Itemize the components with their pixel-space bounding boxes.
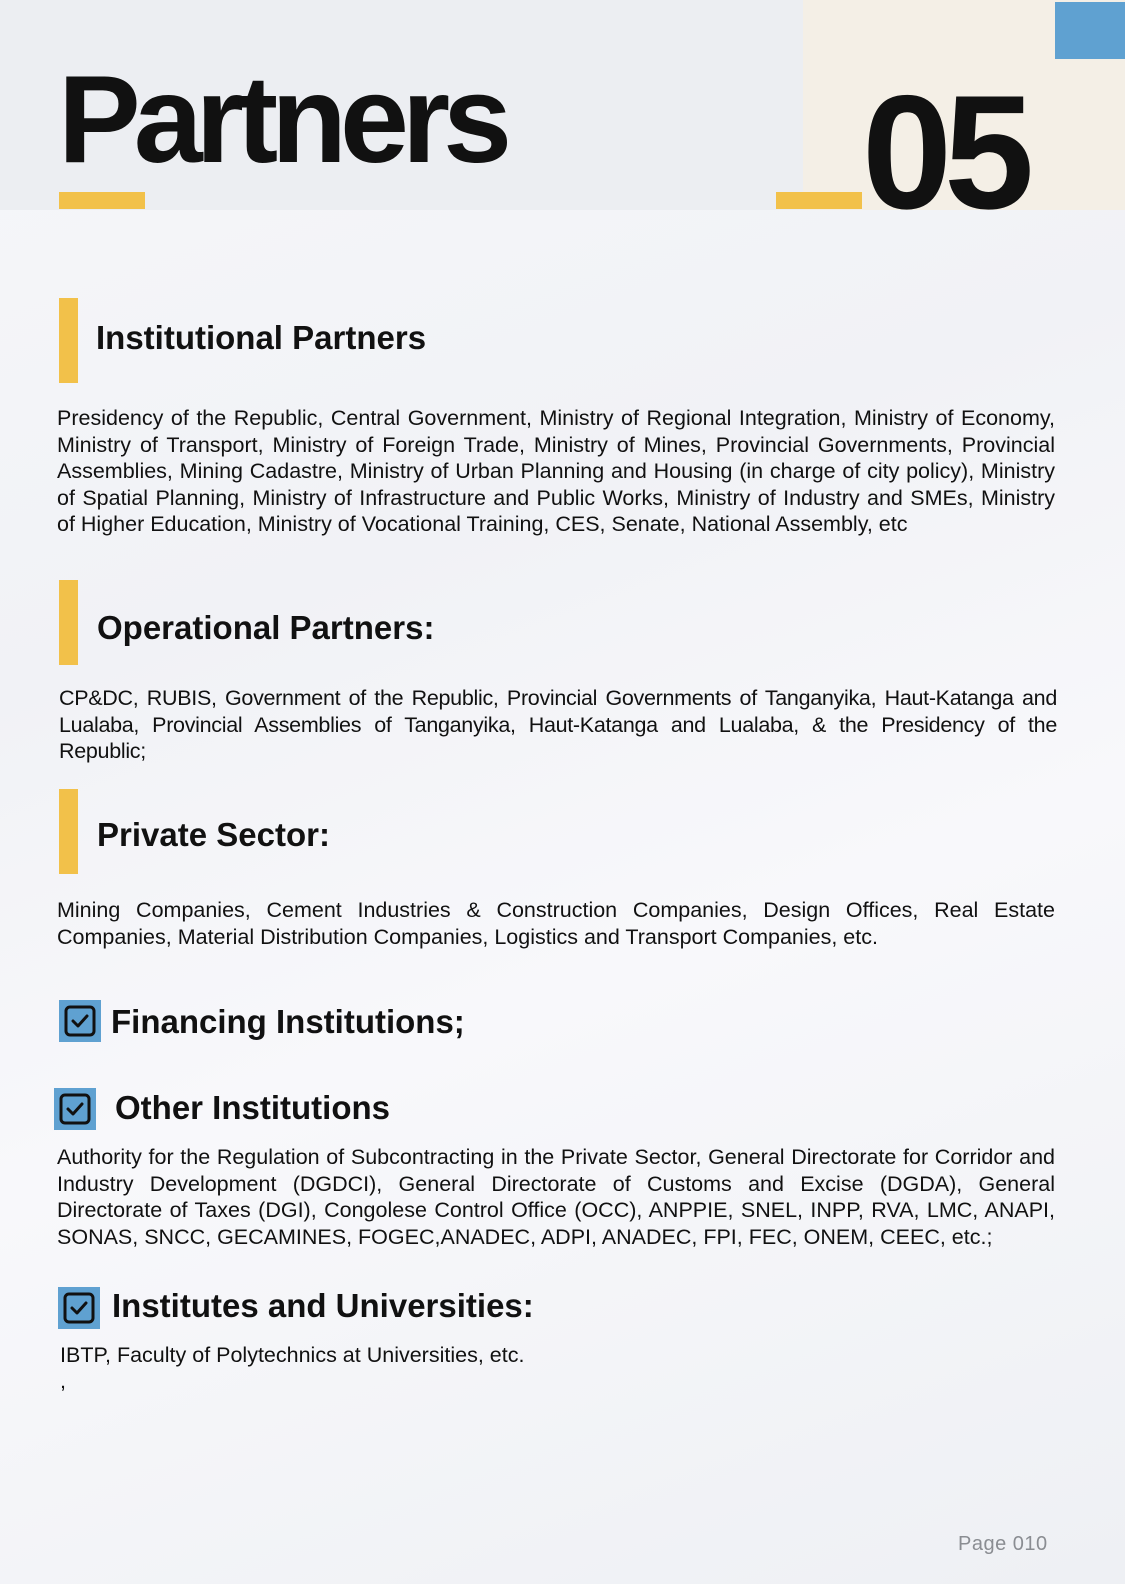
blue-corner-accent	[1055, 2, 1125, 59]
checkbox-checked-icon	[54, 1088, 96, 1130]
institutional-partners-heading: Institutional Partners	[96, 319, 427, 356]
private-sector-text: Mining Companies, Cement Industries & Construction Companies, Design Offices, Real Estate Companies, Material Distribution Companies, Logistics and Transport Companies, etc.	[57, 898, 1055, 949]
other-institutions-text: Authority for the Regulation of Subcontracting in the Private Sector, General Directorate for Corridor and Industry Development (DGDCI), General Directorate of Customs and Excise (DGDA), General Directorate of Taxes (DGI), Congolese Control Office (OCC), ANPPIE, SNEL, INPP, RVA, LMC, ANAPI, SONAS, SNCC, GECAMINES, FOGEC,ANADEC, ADPI, ANADEC, FPI, FEC, ONEM, CEEC, etc.;	[57, 1145, 1055, 1249]
institutes-universities-text: IBTP, Faculty of Polytechnics at Universities, etc.	[60, 1343, 525, 1367]
section-marker-bar	[59, 298, 78, 383]
chapter-number-underline	[776, 192, 862, 209]
operational-partners-heading: Operational Partners:	[97, 609, 435, 646]
section-marker-bar	[59, 580, 78, 665]
chapter-number: 05	[862, 62, 1027, 243]
institutes-universities-heading: Institutes and Universities:	[112, 1287, 534, 1324]
checkbox-checked-icon	[59, 1000, 101, 1042]
page-number: Page 010	[958, 1533, 1048, 1555]
section-marker-bar	[59, 789, 78, 874]
institutional-partners-text: Presidency of the Republic, Central Government, Ministry of Regional Integration, Ministry of Economy, Ministry of Transport, Ministry of Foreign Trade, Ministry of Mines, Provincial Governments, Provincial Assemblies, Mining Cadastre, Ministry of Urban Planning and Housing (in charge of city policy), Ministry of Spatial Planning, Ministry of Infrastructure and Public Works, Ministry of Industry and SMEs, Ministry of Higher Education, Ministry of Vocational Training, CES, Senate, National Assembly, etc	[57, 406, 1055, 537]
operational-partners-text: CP&DC, RUBIS, Government of the Republic, Provincial Governments of Tanganyika, Haut-Katanga and Lualaba, Provincial Assemblies of Tanganyika, Haut-Katanga and Lualaba, & the Presidency of the Republic;	[59, 686, 1057, 764]
trailing-comma: ,	[60, 1369, 66, 1393]
private-sector-heading: Private Sector:	[97, 816, 330, 853]
page-title: Partners	[58, 51, 506, 189]
checkbox-checked-icon	[58, 1287, 100, 1329]
title-underline	[59, 192, 145, 209]
other-institutions-heading: Other Institutions	[115, 1089, 390, 1126]
financing-institutions-heading: Financing Institutions;	[111, 1003, 465, 1040]
